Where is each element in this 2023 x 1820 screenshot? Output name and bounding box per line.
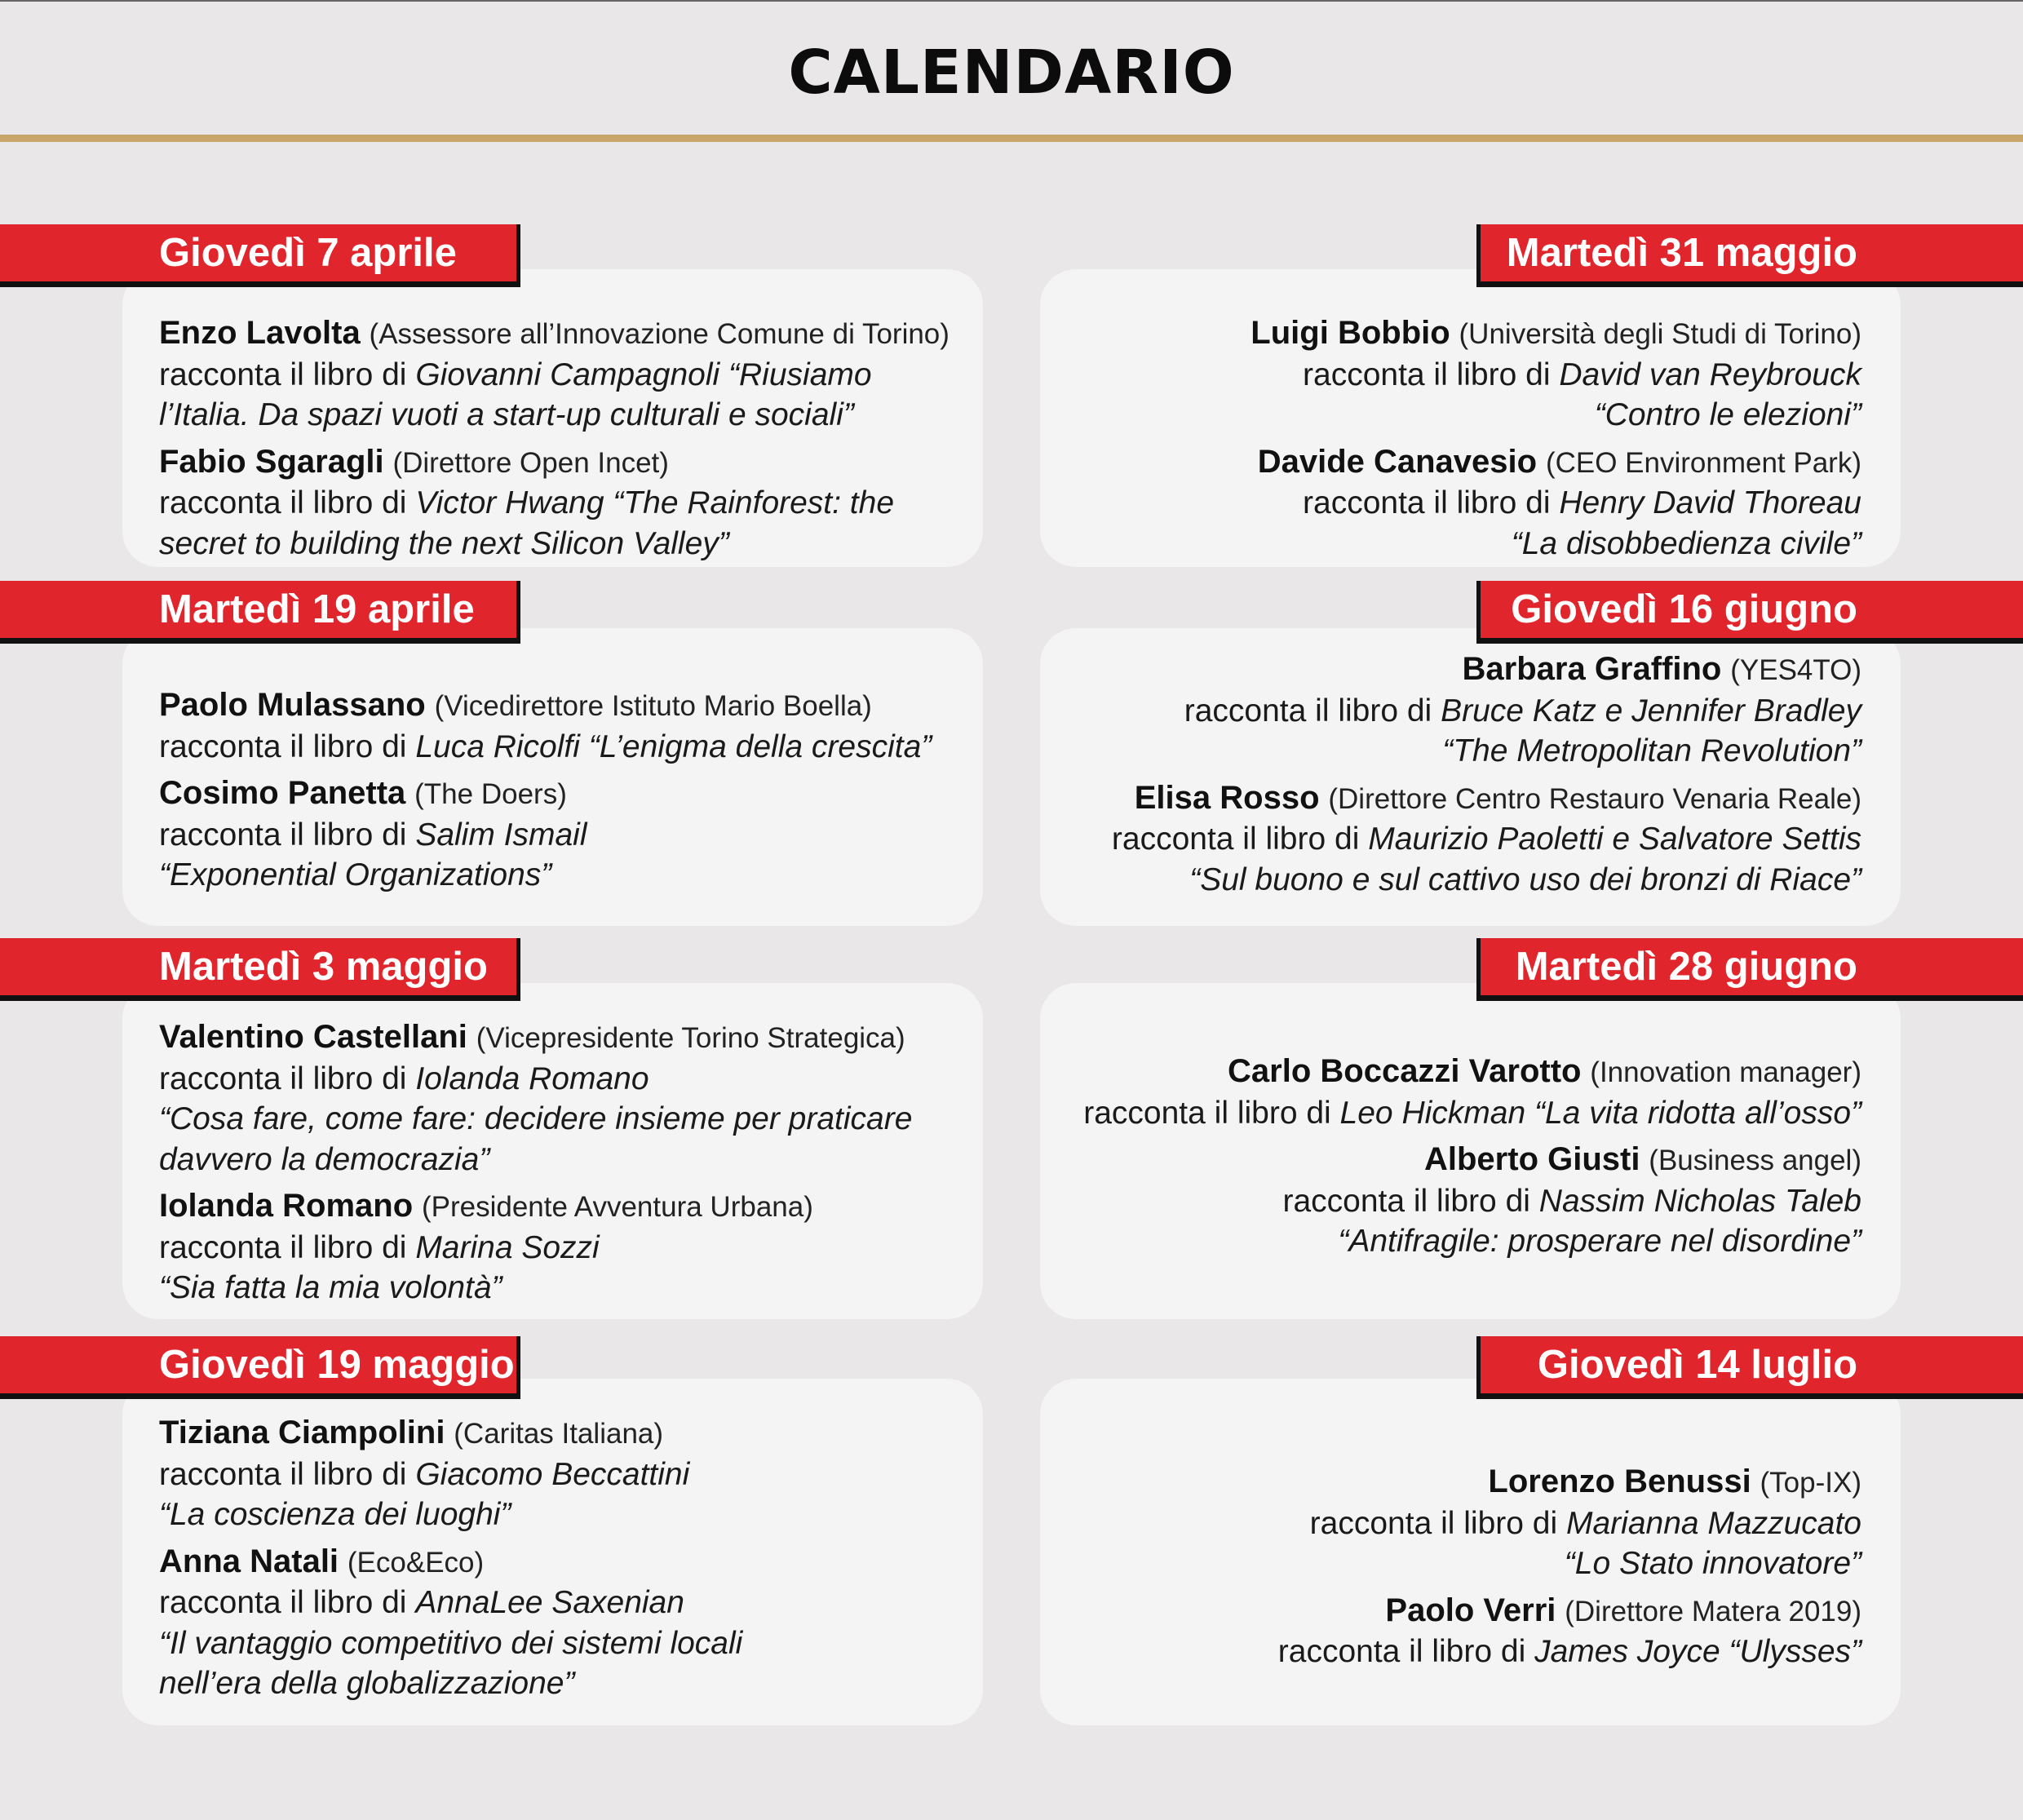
event-date: Martedì 3 maggio [159, 945, 488, 989]
event-card [122, 269, 983, 567]
book-title: secret to building the next Silicon Valley” [159, 525, 729, 561]
speaker-name: Davide Canavesio [1257, 443, 1538, 480]
speaker-name: Paolo Verri [1385, 1592, 1556, 1628]
book-title: “La disobbedienza civile” [1511, 525, 1861, 561]
speaker-entry [1040, 1591, 1861, 1672]
speaker-name: Paolo Mulassano [159, 687, 426, 723]
intro-text: racconta il libro di [1282, 1183, 1539, 1219]
intro-text: racconta il libro di [1277, 1634, 1535, 1669]
event-date: Giovedì 19 maggio [159, 1343, 515, 1387]
book-title: “La coscienza dei luoghi” [159, 1497, 511, 1532]
speaker-role: (CEO Environment Park) [1545, 446, 1861, 479]
speaker-name: Enzo Lavolta [159, 315, 361, 351]
speaker-role: (Assessore all’Innovazione Comune di Torino) [369, 318, 950, 350]
speaker-role: (Direttore Matera 2019) [1565, 1595, 1861, 1627]
book-title: Bruce Katz e Jennifer Bradley [1441, 693, 1861, 728]
book-title: Luca Ricolfi “L’enigma della crescita” [415, 728, 932, 764]
book-title: Marina Sozzi [415, 1229, 600, 1265]
event-date: Giovedì 7 aprile [159, 231, 457, 275]
book-title: AnnaLee Saxenian [415, 1585, 684, 1620]
speaker-role: (Business angel) [1649, 1145, 1861, 1176]
book-title: Giacomo Beccattini [415, 1456, 690, 1492]
speaker-entry [1040, 1140, 1861, 1262]
event-card [122, 1379, 983, 1725]
date-banner [0, 938, 520, 1001]
event-date: Martedì 31 maggio [1506, 231, 1857, 275]
speaker-name: Tiziana Ciampolini [159, 1415, 445, 1450]
book-title: “Il vantaggio competitivo dei sistemi locali [159, 1625, 743, 1661]
book-title: David van Reybrouck [1559, 356, 1861, 392]
speaker-role: (Università degli Studi di Torino) [1459, 318, 1861, 350]
date-banner [0, 1336, 520, 1399]
speaker-entry [159, 1186, 983, 1309]
speaker-entry [1040, 1052, 1861, 1133]
speaker-entry [1040, 313, 1861, 436]
intro-text: racconta il libro di [1303, 356, 1560, 392]
book-title: nell’era della globalizzazione” [159, 1666, 575, 1701]
speaker-role: (The Doers) [414, 778, 567, 810]
speaker-entry [159, 442, 983, 565]
speaker-entry [159, 685, 983, 767]
book-title: Marianna Mazzucato [1565, 1505, 1861, 1541]
intro-text: racconta il libro di [159, 1585, 416, 1620]
book-title: “Antifragile: prosperare nel disordine” [1338, 1224, 1861, 1259]
speaker-entry [159, 1542, 983, 1704]
speaker-entry [159, 1017, 983, 1180]
book-title: “Sia fatta la mia volontà” [159, 1270, 502, 1305]
book-title: l’Italia. Da spazi vuoti a start-up culturali e sociali” [159, 397, 854, 432]
book-title: Nassim Nicholas Taleb [1538, 1183, 1861, 1219]
book-title: “Contro le elezioni” [1594, 397, 1861, 432]
speaker-role: (Direttore Open Incet) [392, 446, 669, 479]
speaker-name: Elisa Rosso [1134, 779, 1320, 816]
speaker-role: (Direttore Centro Restauro Venaria Reale) [1328, 782, 1861, 815]
speaker-name: Carlo Boccazzi Varotto [1228, 1053, 1582, 1089]
speaker-role: (Eco&Eco) [347, 1546, 485, 1579]
speaker-name: Anna Natali [159, 1543, 339, 1579]
speaker-name: Lorenzo Benussi [1488, 1464, 1751, 1499]
speaker-entry [159, 773, 983, 896]
event-card [122, 983, 983, 1319]
book-title: Maurizio Paoletti e Salvatore Settis [1368, 821, 1861, 857]
speaker-entry [1040, 778, 1861, 901]
date-banner [1476, 938, 2023, 1001]
book-title: “Sul buono e sul cattivo uso dei bronzi di Riace” [1189, 861, 1861, 897]
intro-text: racconta il libro di [159, 1061, 416, 1096]
intro-text: racconta il libro di [1111, 821, 1369, 857]
intro-text: racconta il libro di [1083, 1095, 1340, 1131]
speaker-name: Barbara Graffino [1462, 651, 1722, 687]
event-card [1040, 1379, 1901, 1725]
event-card [1040, 269, 1901, 567]
intro-text: racconta il libro di [159, 356, 416, 392]
book-title: Salim Ismail [415, 817, 587, 852]
title-divider [0, 135, 2023, 142]
intro-text: racconta il libro di [159, 1456, 416, 1492]
book-title: Leo Hickman “La vita ridotta all’osso” [1339, 1095, 1861, 1131]
speaker-entry [159, 1413, 983, 1535]
book-title: “Exponential Organizations” [159, 857, 552, 892]
book-title: Henry David Thoreau [1559, 485, 1861, 520]
book-title: Giovanni Campagnoli “Riusiamo [415, 356, 872, 392]
event-card [122, 628, 983, 926]
speaker-entry [1040, 1462, 1861, 1584]
event-date: Martedì 19 aprile [159, 587, 475, 631]
event-card [1040, 983, 1901, 1319]
intro-text: racconta il libro di [159, 1229, 416, 1265]
intro-text: racconta il libro di [159, 817, 416, 852]
speaker-role: (Innovation manager) [1590, 1056, 1861, 1088]
speaker-name: Cosimo Panetta [159, 775, 406, 811]
speaker-role: (Caritas Italiana) [454, 1418, 664, 1450]
speaker-name: Fabio Sgaragli [159, 443, 384, 480]
book-title: James Joyce “Ulysses” [1534, 1634, 1861, 1669]
speaker-name: Luigi Bobbio [1251, 315, 1450, 351]
speaker-entry [1040, 649, 1861, 772]
book-title: “The Metropolitan Revolution” [1442, 733, 1861, 768]
speaker-name: Alberto Giusti [1424, 1141, 1640, 1177]
book-title: Iolanda Romano [415, 1061, 649, 1096]
speaker-entry [1040, 442, 1861, 565]
date-banner [0, 224, 520, 287]
page-title: CALENDARIO [788, 38, 1235, 108]
event-date: Giovedì 14 luglio [1537, 1343, 1857, 1387]
date-banner [0, 581, 520, 644]
date-banner [1476, 1336, 2023, 1399]
speaker-role: (YES4TO) [1730, 654, 1861, 686]
event-date: Martedì 28 giugno [1515, 945, 1857, 989]
book-title: “Lo Stato innovatore” [1564, 1546, 1861, 1581]
book-title: davvero la democrazia” [159, 1141, 490, 1177]
intro-text: racconta il libro di [159, 728, 416, 764]
event-date: Giovedì 16 giugno [1511, 587, 1857, 631]
speaker-role: (Vicepresidente Torino Strategica) [476, 1022, 905, 1054]
speaker-name: Valentino Castellani [159, 1019, 467, 1055]
date-banner [1476, 581, 2023, 644]
speaker-role: (Vicedirettore Istituto Mario Boella) [434, 690, 872, 722]
speaker-role: (Top-IX) [1760, 1467, 1861, 1499]
intro-text: racconta il libro di [159, 485, 416, 520]
date-banner [1476, 224, 2023, 287]
event-card [1040, 628, 1901, 926]
top-border [0, 0, 2023, 2]
speaker-role: (Presidente Avventura Urbana) [421, 1191, 813, 1223]
book-title: “Cosa fare, come fare: decidere insieme per praticare [159, 1101, 913, 1136]
intro-text: racconta il libro di [1184, 693, 1441, 728]
book-title: Victor Hwang “The Rainforest: the [415, 485, 895, 520]
intro-text: racconta il libro di [1309, 1505, 1566, 1541]
speaker-name: Iolanda Romano [159, 1188, 414, 1224]
speaker-entry [159, 313, 983, 436]
intro-text: racconta il libro di [1303, 485, 1560, 520]
